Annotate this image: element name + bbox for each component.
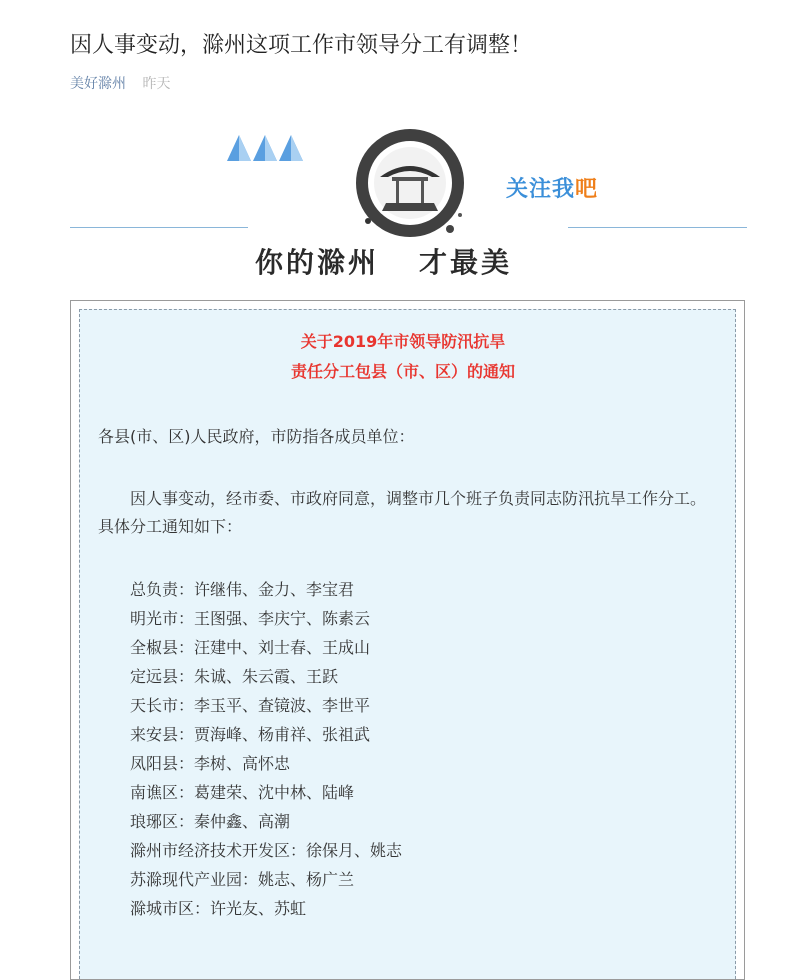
notice-paragraph: 因人事变动，经市委、市政府同意，调整市几个班子负责同志防汛抗旱工作分工。具体分工通知如下：: [98, 489, 707, 536]
list-item: 总负责：许继伟、金力、李宝君: [130, 580, 355, 599]
follow-accent-text: 吧: [575, 177, 599, 202]
notice-title-line-2: 责任分工包县（市、区）的通知: [290, 362, 515, 381]
list-item: 滁城市区：许光友、苏虹: [130, 899, 307, 918]
publish-time: 昨天: [142, 76, 171, 92]
list-item: 南谯区：葛建荣、沈中林、陆峰: [130, 783, 355, 802]
assignment-list: [130, 575, 402, 923]
slogan-part-1: 你的滁州: [255, 246, 380, 279]
divider-left: [70, 227, 248, 228]
header-banner: [70, 125, 747, 285]
list-item: 琅琊区：秦仲鑫、高潮: [130, 812, 291, 831]
list-item: 来安县：贾海峰、杨甫祥、张祖武: [130, 725, 371, 744]
list-item: 苏滁现代产业园：姚志、杨广兰: [130, 870, 355, 889]
article-title: 因人事变动，滁州这项工作市领导分工有调整！: [70, 33, 533, 58]
account-name-link[interactable]: 美好滁州: [70, 76, 126, 92]
slogan: [255, 241, 512, 281]
follow-us-link[interactable]: [506, 172, 598, 203]
follow-text: 关注我: [506, 177, 576, 202]
list-item: 凤阳县：李树、高怀忠: [130, 754, 291, 773]
divider-right: [568, 227, 747, 228]
article-meta: [70, 73, 170, 93]
list-item: 天长市：李玉平、查镜波、李世平: [130, 696, 371, 715]
pavilion-ink-emblem-icon: [340, 125, 480, 245]
notice-title-line-1: 关于2019年市领导防汛抗旱: [300, 332, 506, 351]
notice-salutation: 各县(市、区)人民政府，市防指各成员单位：: [98, 427, 415, 446]
list-item: 定远县：朱诚、朱云霞、王跃: [130, 667, 339, 686]
list-item: 明光市：王图强、李庆宁、陈素云: [130, 609, 371, 628]
list-item: 滁州市经济技术开发区：徐保月、姚志: [130, 841, 403, 860]
triangle-decoration-icon: [227, 133, 307, 163]
list-item: 全椒县：汪建中、刘士春、王成山: [130, 638, 371, 657]
slogan-part-2: 才最美: [419, 246, 513, 279]
